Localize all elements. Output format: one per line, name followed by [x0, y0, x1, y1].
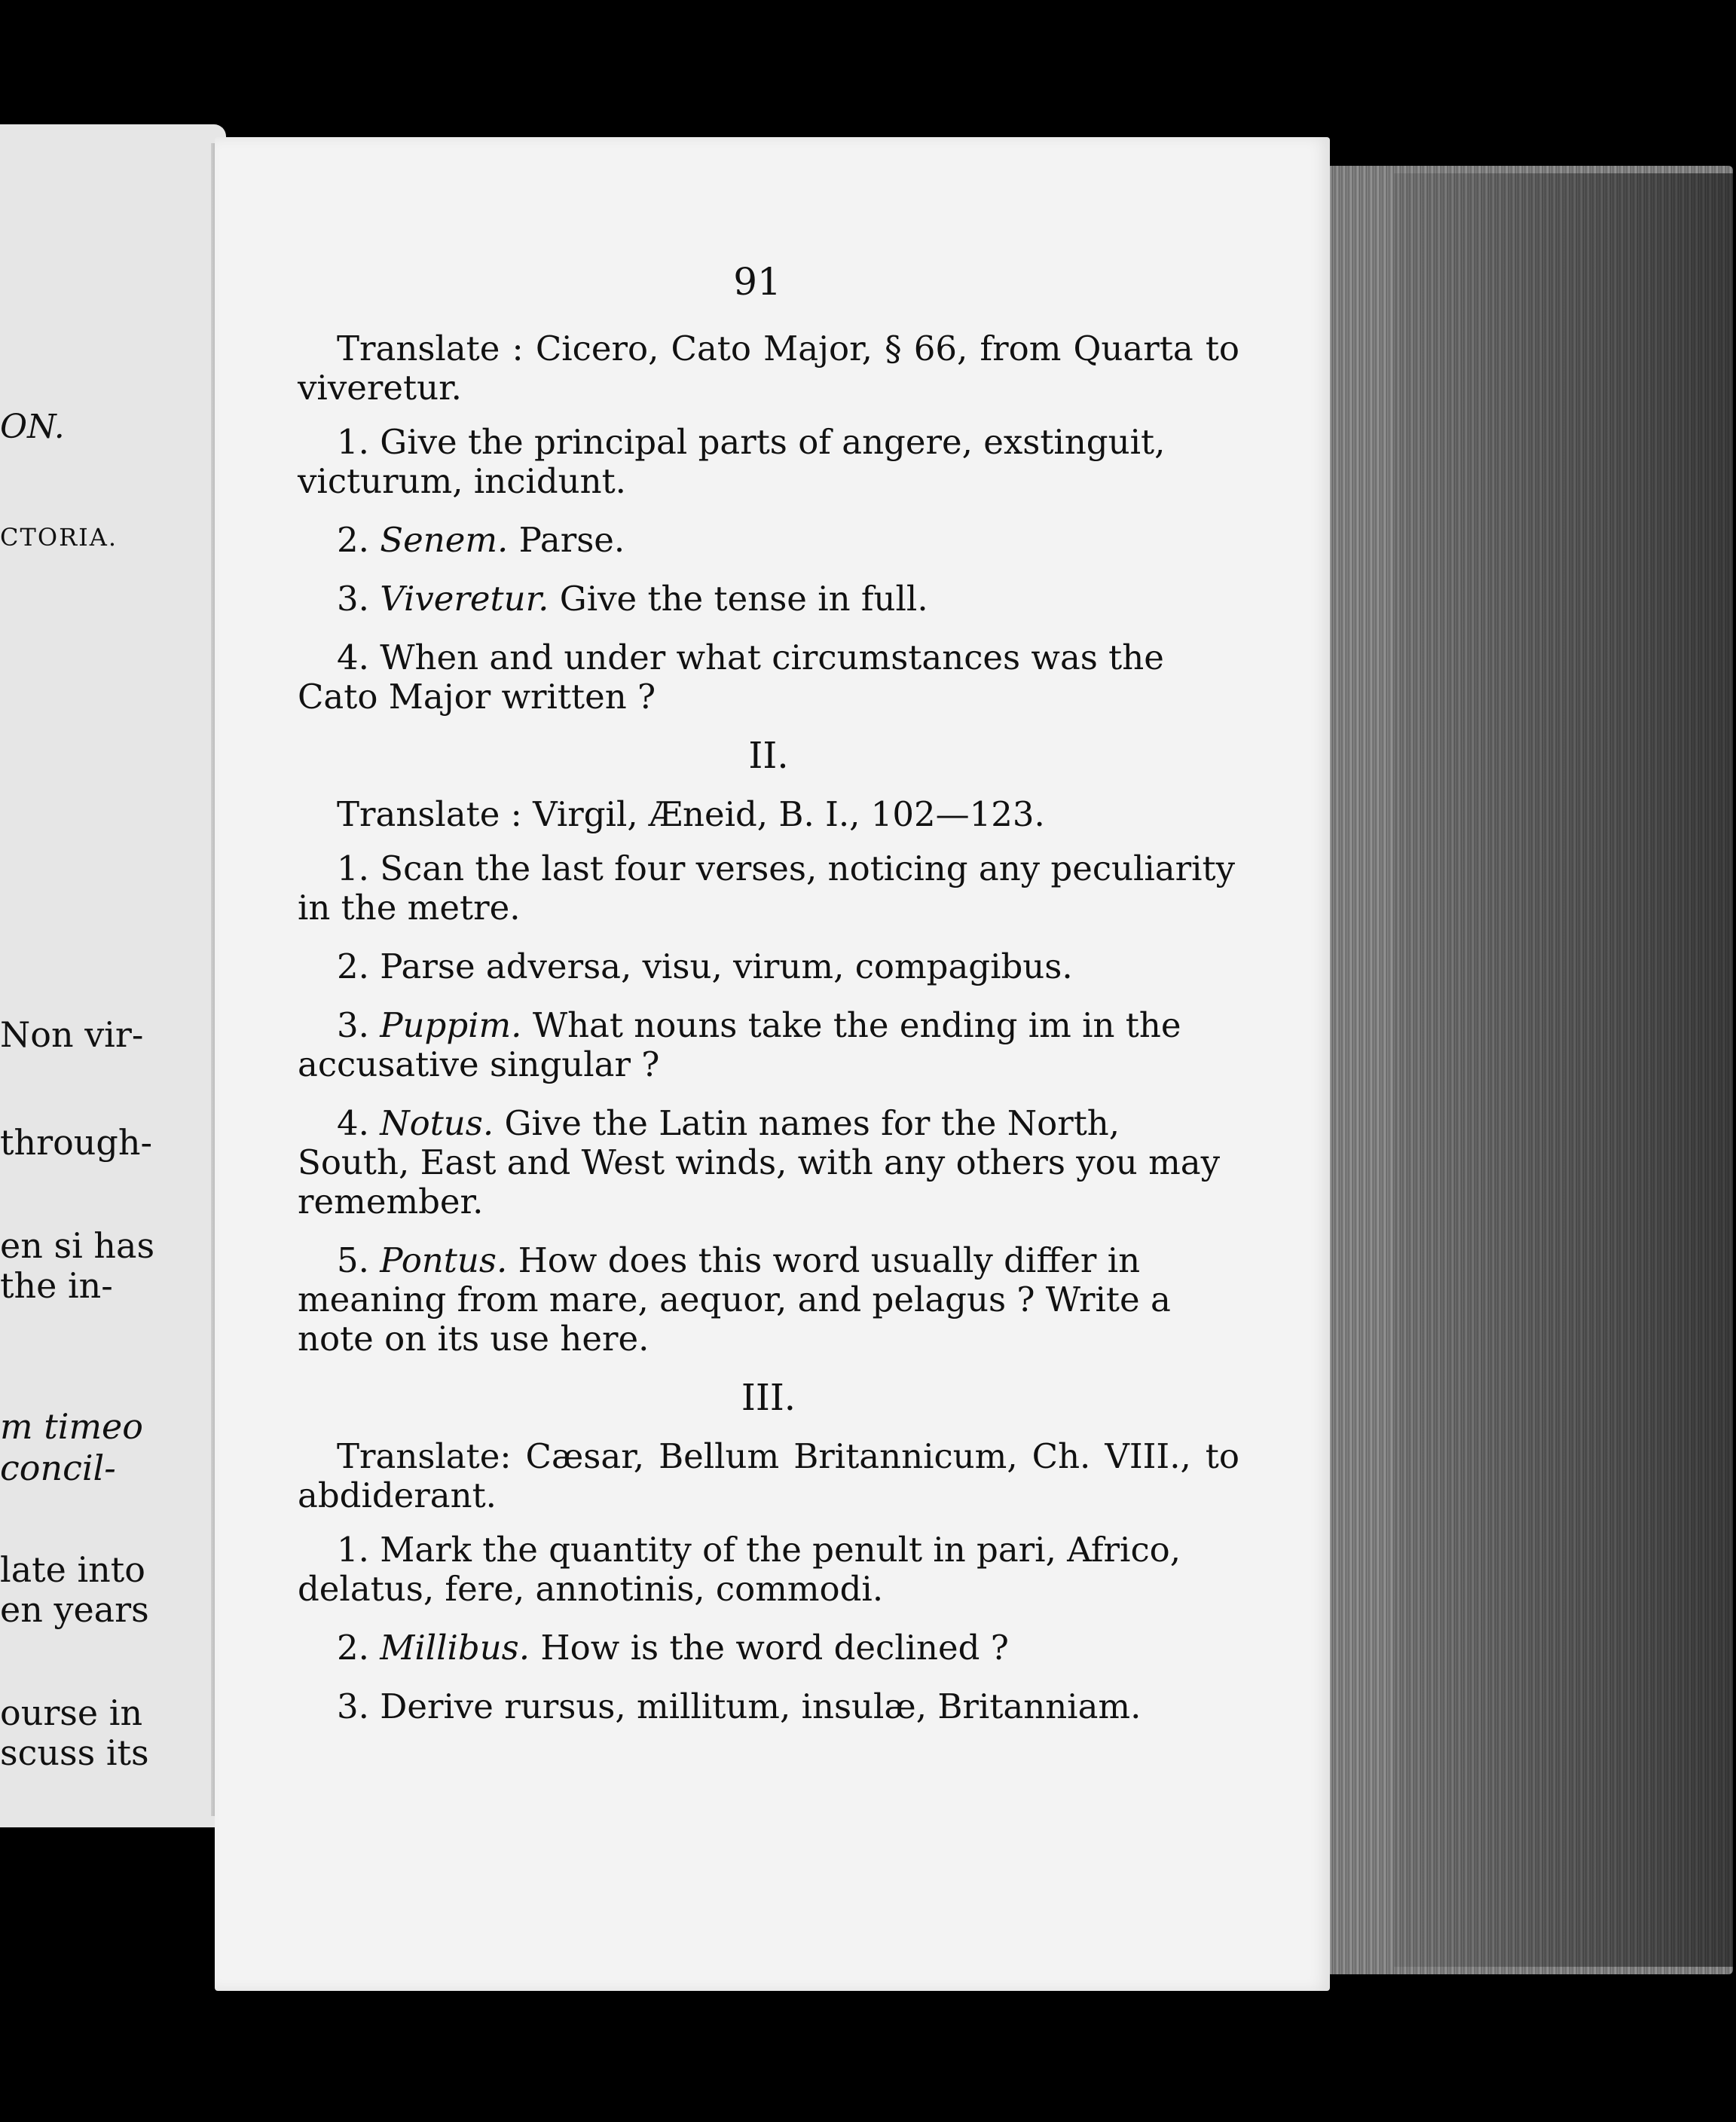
left-fragment: scuss its — [0, 1732, 149, 1773]
left-fragment: ON. — [0, 408, 65, 446]
question-item — [298, 1241, 1239, 1359]
question-number: 2. — [337, 1628, 369, 1668]
left-fragment: concil- — [0, 1448, 116, 1488]
left-fragment: ourse in — [0, 1692, 143, 1733]
question-item — [298, 1006, 1239, 1084]
question-text: Give the Latin names for the North, South, East and West winds, with any others you may remember. — [298, 1103, 1220, 1222]
question-item — [298, 423, 1239, 501]
question-text: Parse adversa, visu, virum, compagibus. — [380, 946, 1073, 986]
section-heading: II. — [748, 735, 789, 777]
question-number: 1. — [337, 848, 369, 888]
question-number: 3. — [337, 1686, 369, 1726]
question-item — [298, 947, 1239, 986]
question-number: 4. — [337, 638, 369, 677]
book-page — [215, 137, 1330, 1991]
page-content — [298, 329, 1239, 1746]
section-heading: III. — [741, 1377, 796, 1419]
left-fragment: Non vir- — [0, 1014, 144, 1055]
page-number: 91 — [733, 260, 781, 304]
question-item — [298, 579, 1239, 619]
question-lead: Senem. — [380, 520, 509, 560]
question-text: What nouns take the ending im in the accusative singular ? — [298, 1005, 1181, 1084]
question-text: Give the principal parts of angere, exstinguit, victurum, incidunt. — [298, 422, 1166, 501]
question-lead: Pontus. — [380, 1240, 508, 1280]
translate-instruction-1: Translate : Cicero, Cato Major, § 66, from Quarta to viveretur. — [298, 329, 1239, 408]
question-text: Give the tense in full. — [559, 579, 928, 619]
left-fragment: en years — [0, 1589, 149, 1630]
question-number: 5. — [337, 1240, 369, 1280]
question-number: 2. — [337, 520, 369, 560]
question-lead: Viveretur. — [380, 579, 549, 619]
question-number: 3. — [337, 579, 369, 619]
question-text: How is the word declined ? — [540, 1628, 1009, 1668]
question-text: Mark the quantity of the penult in pari, Africo, delatus, fere, annotinis, commodi. — [298, 1530, 1181, 1609]
question-text: How does this word usually differ in meaning from mare, aequor, and pelagus ? Write a note on its use here. — [298, 1240, 1171, 1359]
question-lead: Puppim. — [380, 1005, 522, 1045]
question-item — [298, 849, 1239, 928]
question-number: 1. — [337, 1530, 369, 1570]
left-fragment: late into — [0, 1549, 145, 1590]
question-number: 3. — [337, 1005, 369, 1045]
question-item — [298, 1687, 1239, 1726]
question-item — [298, 1104, 1239, 1222]
left-fragment: en si has — [0, 1225, 155, 1266]
left-fragment: through- — [0, 1122, 153, 1163]
question-number: 4. — [337, 1103, 369, 1143]
question-text: Parse. — [518, 520, 625, 560]
question-text: Derive rursus, millitum, insulæ, Britanniam. — [380, 1686, 1142, 1726]
question-item — [298, 1530, 1239, 1609]
question-item — [298, 521, 1239, 560]
translate-instruction-2: Translate : Virgil, Æneid, B. I., 102—123. — [337, 794, 1045, 834]
question-text: When and under what circumstances was the Cato Major written ? — [298, 638, 1164, 717]
left-fragment: CTORIA. — [0, 523, 118, 552]
translate-instruction-3: Translate: Cæsar, Bellum Britannicum, Ch. VIII., to abdiderant. — [298, 1436, 1239, 1515]
question-lead: Millibus. — [380, 1628, 530, 1668]
question-item — [298, 638, 1239, 717]
question-item — [298, 1628, 1239, 1668]
left-fragment: the in- — [0, 1265, 113, 1306]
left-fragment: m timeo — [0, 1406, 143, 1447]
question-text: Scan the last four verses, noticing any peculiarity in the metre. — [298, 848, 1236, 928]
question-number: 2. — [337, 946, 369, 986]
left-facing-page — [0, 124, 226, 1827]
question-lead: Notus. — [380, 1103, 494, 1143]
page-edge-shadow — [1394, 173, 1736, 1967]
question-number: 1. — [337, 422, 369, 462]
